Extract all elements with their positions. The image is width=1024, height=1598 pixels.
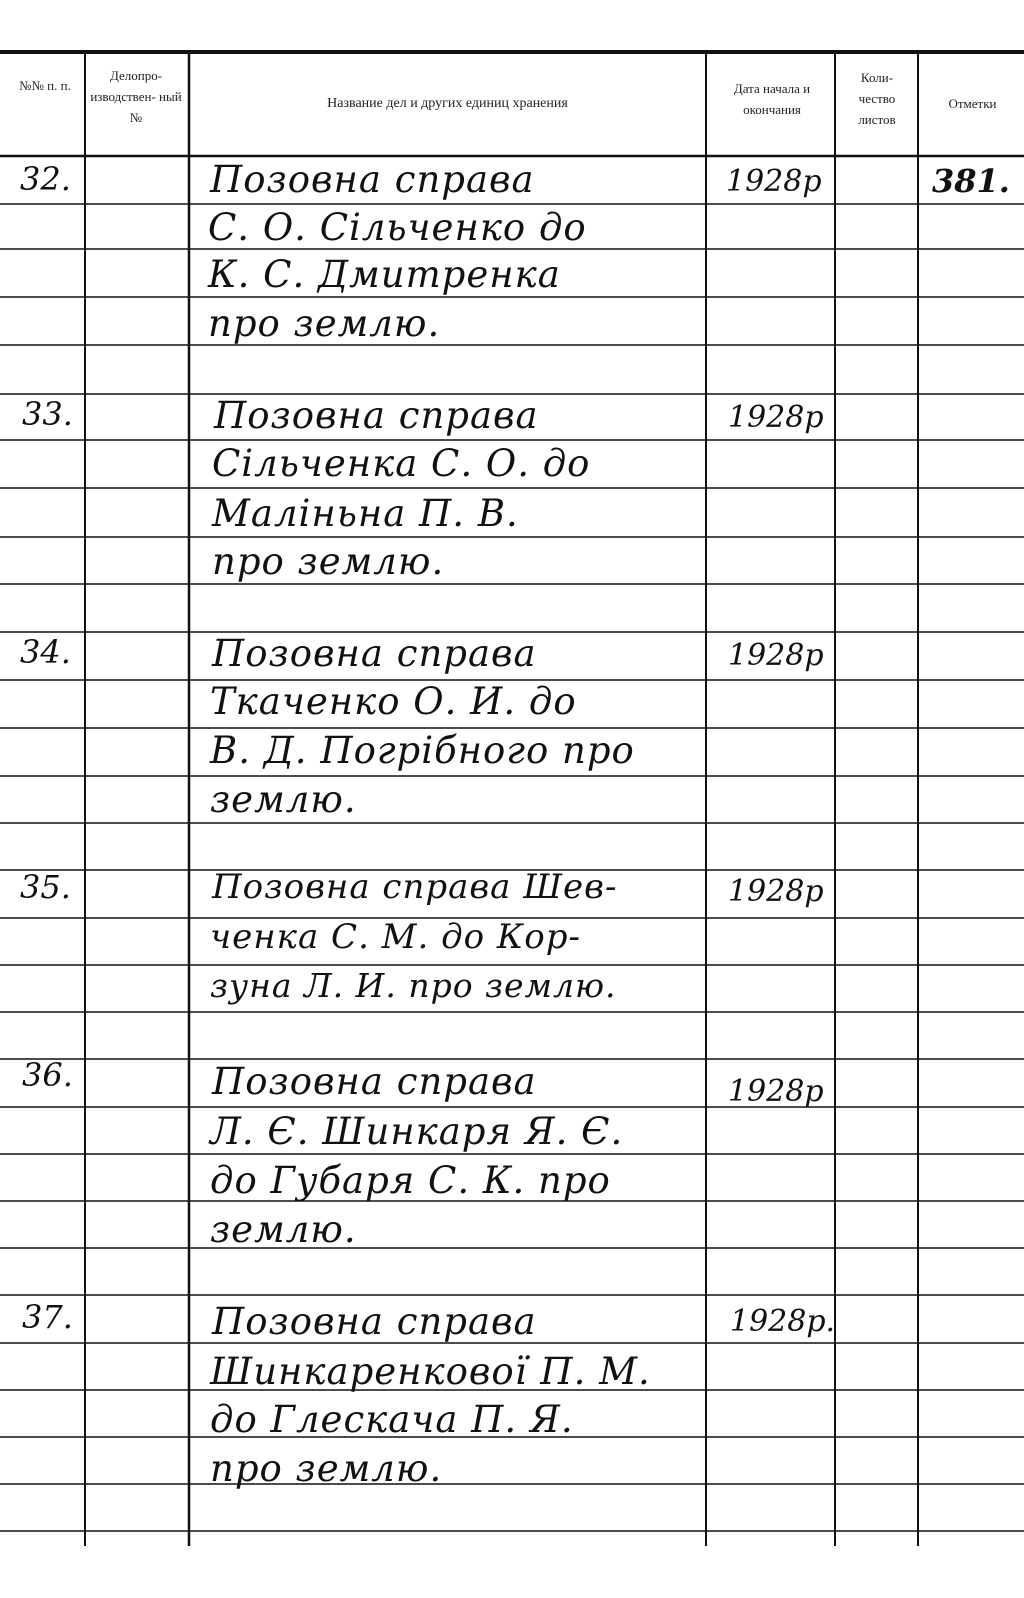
entry-title-line: Маліньна П. В. [212,492,519,535]
entry-date: 1928р [728,400,824,435]
entry-title-line: до Губаря С. К. про [210,1159,611,1202]
header-dates: Дата начала и окончания [733,81,811,117]
entry-title-line: Позовна справа [210,158,535,201]
entry-title-line: про землю. [208,302,441,345]
entry-title-line: Позовна справа [212,632,537,675]
header-title: Название дел и других единиц хранения [327,96,568,111]
entry-date: 1928р [728,1074,824,1109]
entry-title-line: Л. Є. Шинкаря Я. Є. [210,1110,624,1153]
entry-title-line: Ткаченко О. И. до [210,680,577,723]
entry-title-line: землю. [210,1208,357,1251]
header-office-number: Делопро- изводствен- ный № [90,68,182,125]
entry-date: 1928р. [730,1304,836,1339]
entry-title-line: С. О. Сільченко до [208,206,587,249]
entry-number: 37. [22,1298,73,1336]
entry-number: 33. [22,395,73,433]
entry-note: 381. [932,162,1010,200]
entry-title-line: Сільченка С. О. до [212,442,591,485]
entry-title-line: К. С. Дмитренка [208,253,561,296]
entry-date: 1928р [728,638,824,673]
entry-date: 1928р [728,874,824,909]
entry-title-line: Позовна справа [214,394,539,437]
entry-title-line: ченка С. М. до Кор- [210,917,581,957]
entry-title-line: до Глескача П. Я. [210,1398,574,1441]
entry-date: 1928р [726,164,822,199]
entry-number: 36. [22,1056,73,1094]
entry-number: 35. [20,868,71,906]
header-sheets: Коли- чество листов [858,70,896,127]
entry-number: 32. [20,160,71,198]
entry-title-line: про землю. [212,540,445,583]
entry-title-line: В. Д. Погрібного про [210,729,635,772]
entry-title-line: про землю. [210,1447,443,1490]
header-notes: Отметки [948,96,997,111]
entry-title-line: Позовна справа [212,1060,537,1103]
header-number: №№ п. п. [19,78,71,93]
entry-title-line: Шинкаренкової П. М. [210,1350,651,1393]
entry-title-line: землю. [210,778,357,821]
entry-title-line: Позовна справа Шев- [212,867,618,907]
entry-title-line: зуна Л. И. про землю. [210,966,617,1005]
entry-number: 34. [20,633,71,671]
entry-title-line: Позовна справа [212,1300,537,1343]
